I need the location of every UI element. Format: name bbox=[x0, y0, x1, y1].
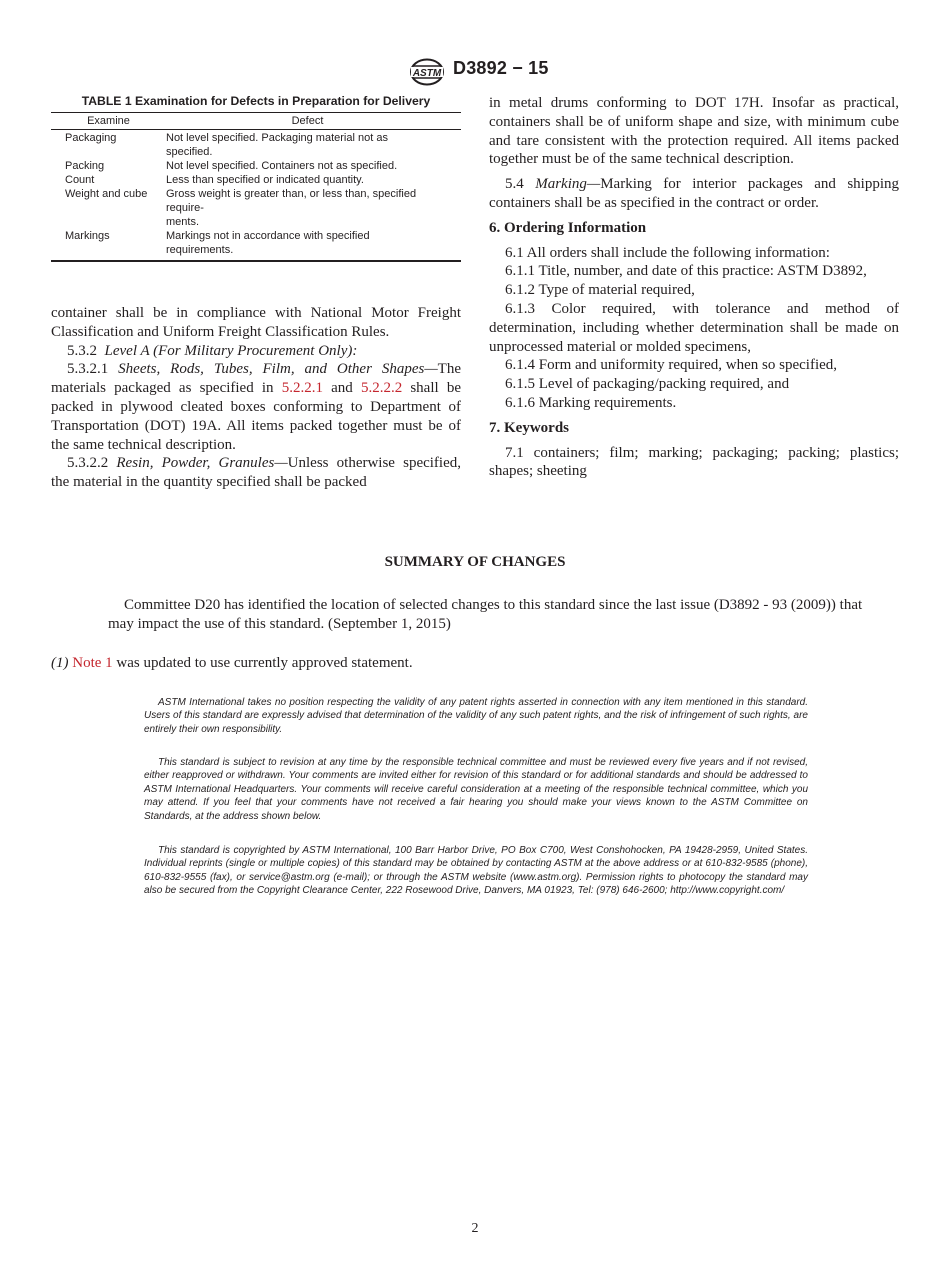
change-item: (1) Note 1 was updated to use currently approved statement. bbox=[51, 655, 413, 671]
astm-logo-icon bbox=[409, 58, 445, 86]
table-1 bbox=[51, 94, 461, 262]
column-header-examine: Examine bbox=[87, 115, 130, 127]
patent-notice: ASTM International takes no position respecting the validity of any patent rights asserted in connection with any item mentioned in this standard. Users of this standard are expressly advised that determination of the validity of any such patent rights, and the risk of infringement of such rights, are entirely their own responsibility. bbox=[144, 697, 808, 735]
ref-link-5-2-2-2[interactable]: 5.2.2.2 bbox=[360, 380, 403, 397]
table-row bbox=[51, 173, 461, 187]
section-5-3-2-1: 5.3.2.1 Sheets, Rods, Tubes, Film, and Other Shapes—The materials packaged as specified in 5.2.2.1 and 5.2.2.2 shall be packed in plywood cleated boxes conforming to Department of Transportation (DOT) 19A. All items packed together must be of the same technical description. bbox=[51, 361, 461, 453]
standard-designation: D3892 − 15 bbox=[453, 58, 549, 78]
paragraph: container shall be in compliance with National Motor Freight Classification and Uniform Freight Classification Rules. bbox=[51, 305, 461, 340]
table-row bbox=[51, 131, 461, 159]
summary-title: SUMMARY OF CHANGES bbox=[384, 554, 566, 570]
copyright-notice: This standard is copyrighted by ASTM International, 100 Barr Harbor Drive, PO Box C700, West Conshohocken, PA 19428-2959, United States. Individual reprints (single or multiple copies) of this standard may be obtained by contacting ASTM at the above address or at 610-832-9585 (phone), 610-832-9555 (fax), or service@astm.org (e-mail); or through the ASTM website (www.astm.org). Permission rights to photocopy the standard may also be secured from the Copyright Clearance Center, 222 Rosewood Drive, Danvers, MA 01923, Tel: (978) 646-2600; http://www.copyright.com/ bbox=[144, 845, 808, 897]
table-row bbox=[51, 229, 461, 257]
section-6-1-5: 6.1.5 Level of packaging/packing required, and bbox=[505, 376, 790, 393]
table-row bbox=[51, 159, 461, 173]
cell-examine: Count bbox=[65, 174, 95, 186]
cell-examine: Weight and cube bbox=[65, 188, 148, 200]
section-6-1-3: 6.1.3 Color required, with tolerance and method of determination, including whether determination shall be made on unprocessed material or molded specimens, bbox=[489, 300, 899, 355]
left-column bbox=[51, 304, 461, 492]
cell-defect: Less than specified or indicated quantity. bbox=[166, 174, 364, 186]
cell-examine: Markings bbox=[65, 230, 110, 242]
cell-defect: Markings not in accordance with specified requirements. bbox=[166, 230, 370, 256]
table-caption: TABLE 1 Examination for Defects in Preparation for Delivery bbox=[81, 94, 431, 108]
page-number: 2 bbox=[471, 1221, 479, 1236]
cell-examine: Packaging bbox=[65, 132, 117, 144]
cell-defect: Not level specified. Packaging material not as specified. bbox=[166, 132, 388, 158]
section-6-1: 6.1 All orders shall include the following information: bbox=[505, 244, 830, 261]
section-5-3-2-2: 5.3.2.2 Resin, Powder, Granules—Unless otherwise specified, the material in the quantity specified shall be packed bbox=[51, 455, 461, 491]
revision-notice: This standard is subject to revision at any time by the responsible technical committee and must be reviewed every five years and if not revised, either reapproved or withdrawn. Your comments are invited either for revision of this standard or for additional standards and should be addressed to ASTM International Headquarters. Your comments will receive careful consideration at a meeting of the responsible technical committee, which you may attend. If you feel that your comments have not received a fair hearing you should make your views known to the ASTM Committee on Standards, at the address shown below. bbox=[144, 757, 808, 822]
section-5-4: 5.4 Marking—Marking for interior packages and shipping containers shall be as specified in the contract or order. bbox=[489, 176, 900, 211]
section-6-1-4: 6.1.4 Form and uniformity required, when so specified, bbox=[505, 357, 838, 374]
cell-defect: Gross weight is greater than, or less than, specified require- ments. bbox=[166, 188, 417, 228]
table-header-row bbox=[51, 113, 461, 130]
section-7-1: 7.1 containers; film; marking; packaging; packing; plastics; shapes; sheeting bbox=[489, 444, 899, 480]
section-6-1-2: 6.1.2 Type of material required, bbox=[505, 282, 695, 299]
ref-link-5-2-2-1[interactable]: 5.2.2.1 bbox=[281, 380, 323, 397]
column-header-defect: Defect bbox=[291, 115, 324, 127]
right-column bbox=[489, 94, 899, 481]
summary-body: Committee D20 has identified the location of selected changes to this standard since the last issue (D3892 - 93 (2009)) that may impact the use of this standard. (September 1, 2015) bbox=[108, 597, 863, 632]
cell-defect: Not level specified. Containers not as specified. bbox=[166, 160, 398, 172]
heading-keywords: 7. Keywords bbox=[489, 419, 569, 436]
section-5-3-2: 5.3.2 Level A (For Military Procurement Only): bbox=[67, 342, 358, 359]
paragraph: in metal drums conforming to DOT 17H. Insofar as practical, containers shall be of uniform shape and size, with minimum cube and tare consistent with the protection required. All items packed together must be of the same technical description. bbox=[489, 95, 899, 168]
heading-ordering-information: 6. Ordering Information bbox=[489, 219, 647, 236]
note-1-link[interactable]: Note 1 bbox=[72, 655, 113, 671]
defects-table bbox=[51, 112, 461, 262]
page-header bbox=[0, 56, 950, 86]
cell-examine: Packing bbox=[65, 160, 105, 172]
section-6-1-6: 6.1.6 Marking requirements. bbox=[505, 394, 677, 411]
svg-text:ASTM: ASTM bbox=[412, 68, 442, 79]
section-6-1-1: 6.1.1 Title, number, and date of this practice: ASTM D3892, bbox=[505, 263, 867, 280]
table-row bbox=[51, 187, 461, 229]
